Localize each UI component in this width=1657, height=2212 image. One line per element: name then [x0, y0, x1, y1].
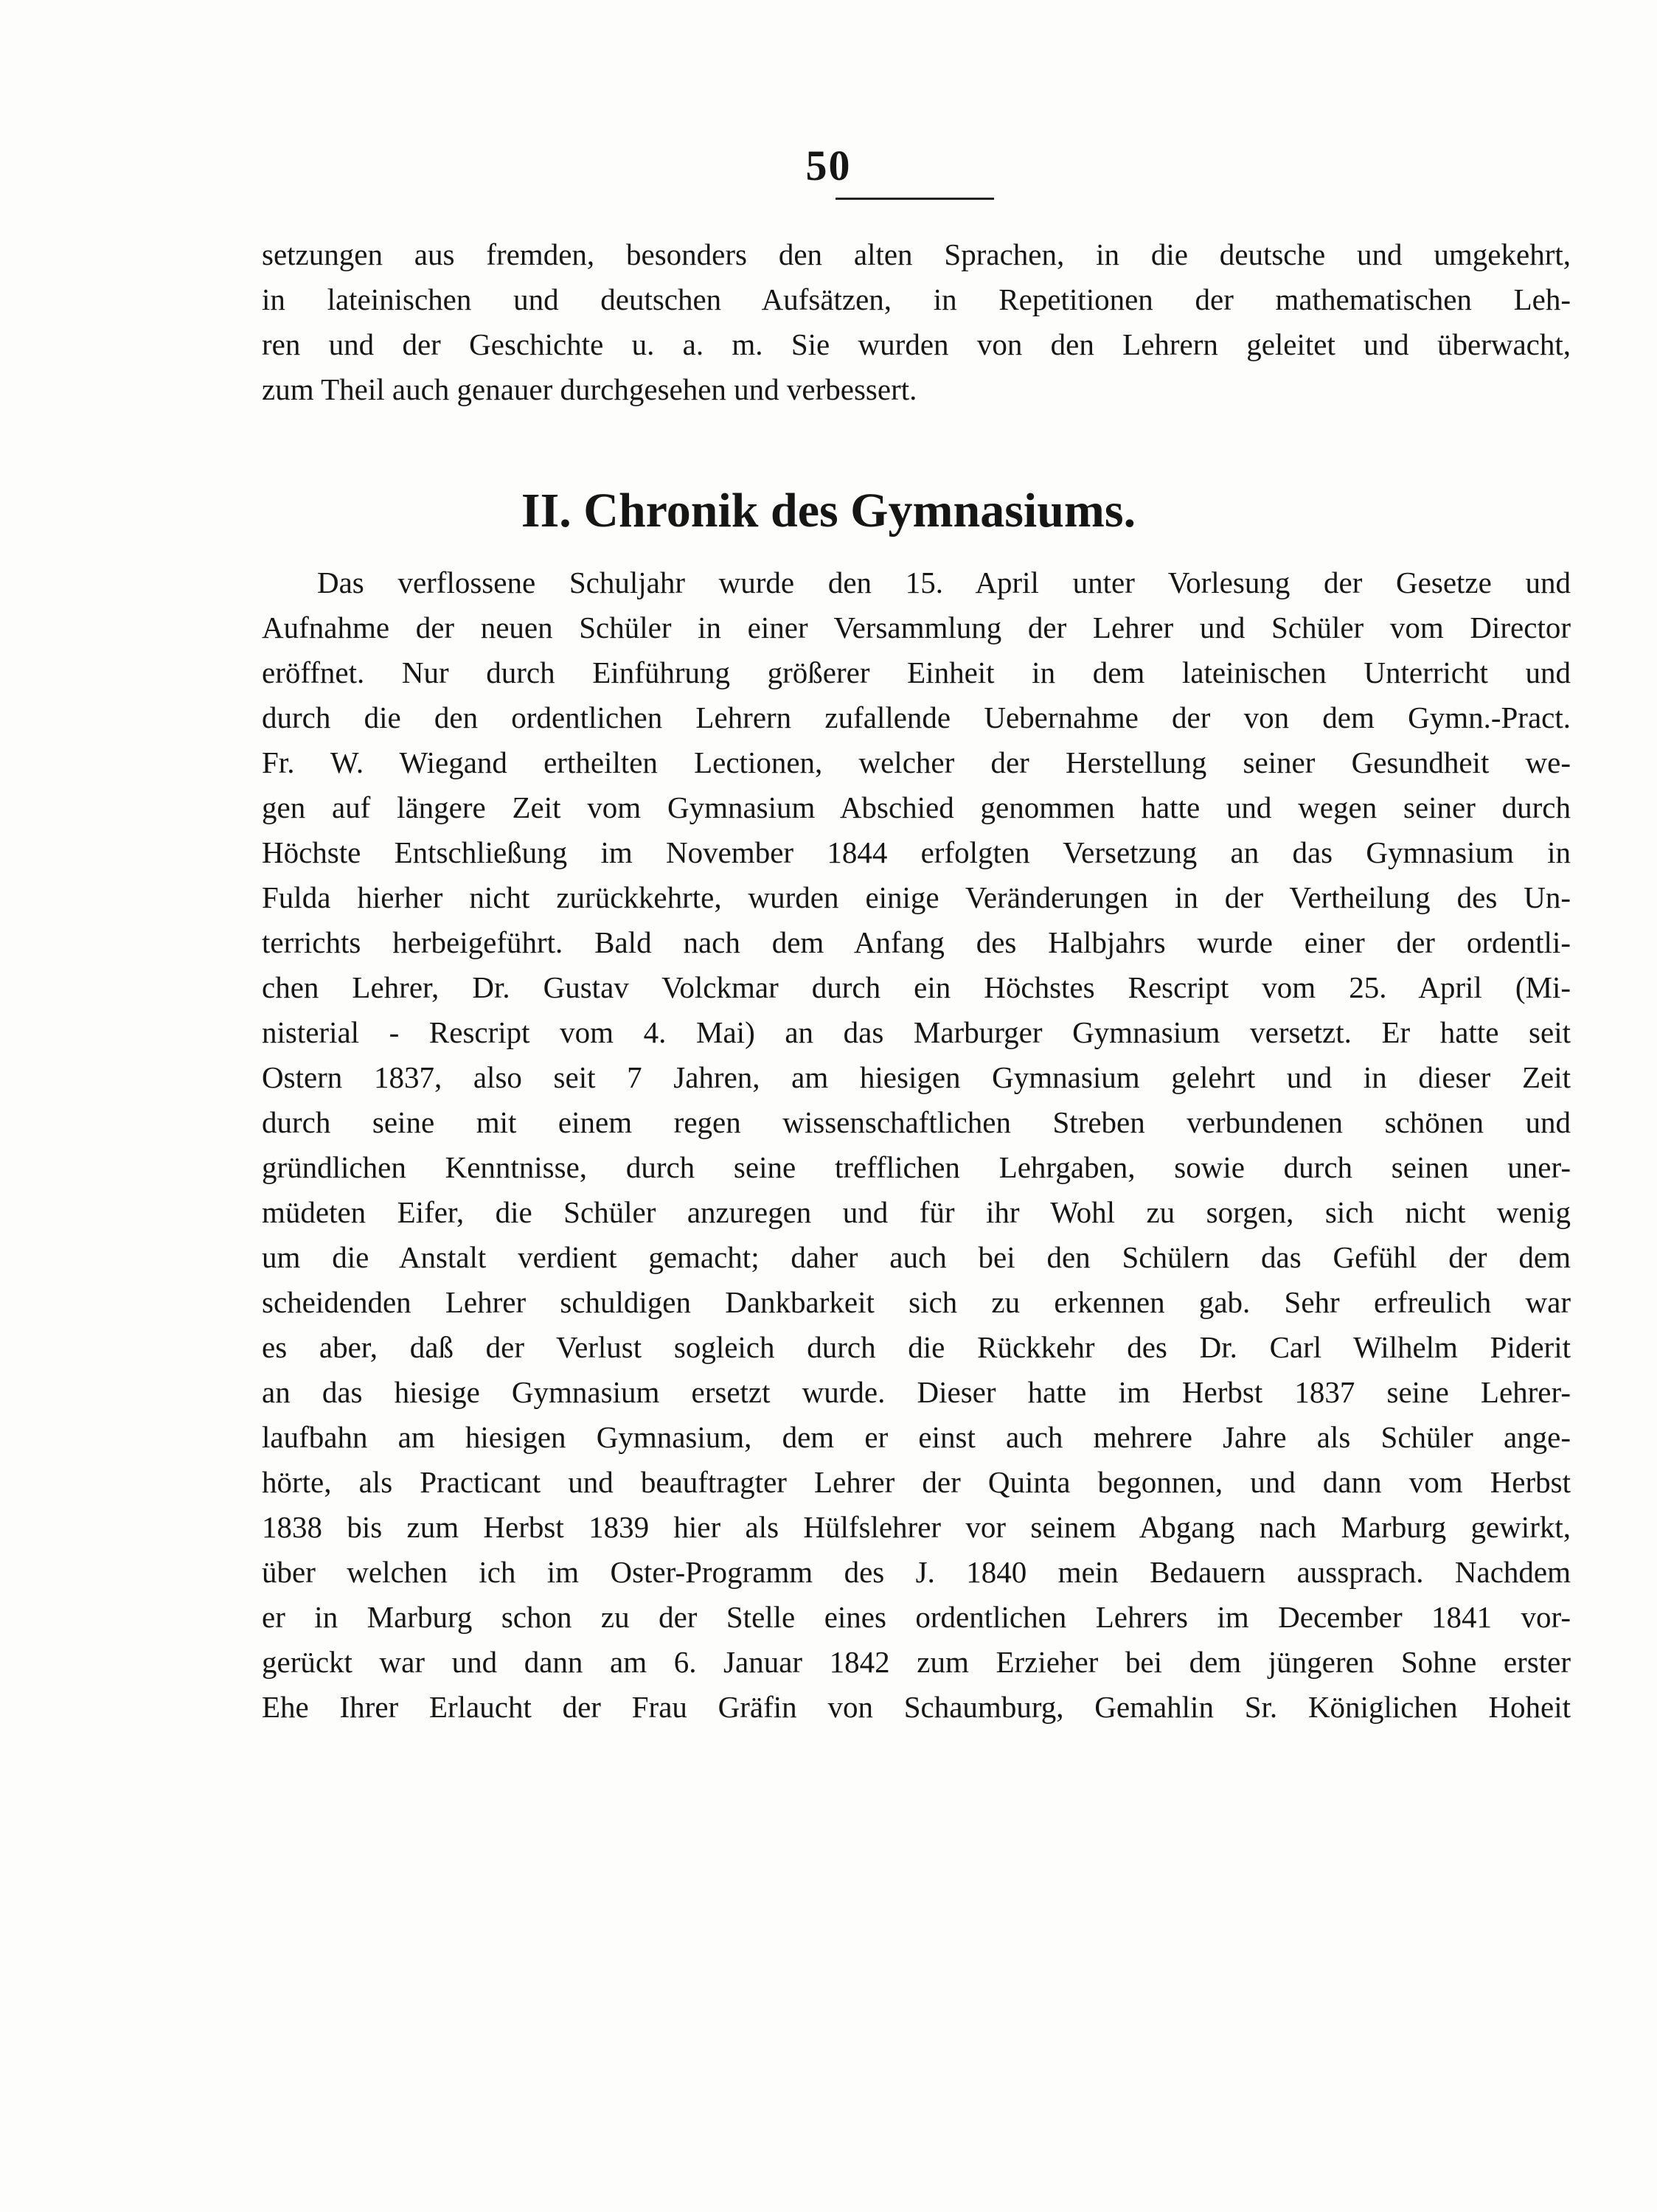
- text-line: nisterial - Rescript vom 4. Mai) an das Marburger Gymnasium versetzt. Er hatte seit: [262, 1015, 1571, 1049]
- text-line: eröffnet. Nur durch Einführung größerer Einheit in dem lateinischen Unterricht und: [262, 655, 1571, 689]
- text-line: hörte, als Practicant und beauftragter Lehrer der Quinta begonnen, und dann vom Herbst: [262, 1465, 1571, 1499]
- page-number-rule: [836, 198, 994, 200]
- text-line: um die Anstalt verdient gemacht; daher auch bei den Schülern das Gefühl der dem: [262, 1240, 1571, 1274]
- text-line: chen Lehrer, Dr. Gustav Volckmar durch ein Höchstes Rescript vom 25. April (Mi-: [262, 970, 1571, 1004]
- text-line: Fulda hierher nicht zurückkehrte, wurden einige Veränderungen in der Vertheilung des Un-: [262, 880, 1571, 914]
- text-line: gerückt war und dann am 6. Januar 1842 zum Erzieher bei dem jüngeren Sohne erster: [262, 1645, 1571, 1679]
- text-line: Das verflossene Schuljahr wurde den 15. April unter Vorlesung der Gesetze und: [317, 566, 1571, 599]
- intro-paragraph: [262, 232, 1571, 412]
- section-heading: II. Chronik des Gymnasiums.: [521, 484, 1136, 538]
- text-line: terrichts herbeigeführt. Bald nach dem Anfang des Halbjahrs wurde einer der ordentli-: [262, 925, 1571, 959]
- text-line: es aber, daß der Verlust sogleich durch die Rückkehr des Dr. Carl Wilhelm Piderit: [262, 1330, 1571, 1364]
- text-line: an das hiesige Gymnasium ersetzt wurde. Dieser hatte im Herbst 1837 seine Lehrer-: [262, 1375, 1571, 1409]
- text-line: müdeten Eifer, die Schüler anzuregen und für ihr Wohl zu sorgen, sich nicht wenig: [262, 1195, 1571, 1229]
- text-line: scheidenden Lehrer schuldigen Dankbarkeit sich zu erkennen gab. Sehr erfreulich war: [262, 1285, 1571, 1319]
- text-line: Fr. W. Wiegand ertheilten Lectionen, welcher der Herstellung seiner Gesundheit we-: [262, 745, 1571, 779]
- text-line: ren und der Geschichte u. a. m. Sie wurden von den Lehrern geleitet und überwacht,: [262, 327, 1571, 361]
- text-line: gen auf längere Zeit vom Gymnasium Abschied genommen hatte und wegen seiner durch: [262, 790, 1571, 824]
- text-line: durch die den ordentlichen Lehrern zufallende Uebernahme der von dem Gymn.-Pract.: [262, 700, 1571, 734]
- text-line: zum Theil auch genauer durchgesehen und verbessert.: [262, 372, 917, 406]
- page-number: 50: [805, 142, 852, 189]
- text-line: gründlichen Kenntnisse, durch seine trefflichen Lehrgaben, sowie durch seinen uner-: [262, 1150, 1571, 1184]
- text-line: er in Marburg schon zu der Stelle eines ordentlichen Lehrers im December 1841 vor-: [262, 1600, 1571, 1634]
- text-line: setzungen aus fremden, besonders den alten Sprachen, in die deutsche und umgekehrt,: [262, 237, 1571, 271]
- text-line: Aufnahme der neuen Schüler in einer Versammlung der Lehrer und Schüler vom Director: [262, 611, 1571, 644]
- text-line: durch seine mit einem regen wissenschaftlichen Streben verbundenen schönen und: [262, 1105, 1571, 1139]
- chronik-paragraph: [262, 560, 1571, 1730]
- text-line: laufbahn am hiesigen Gymnasium, dem er einst auch mehrere Jahre als Schüler ange-: [262, 1420, 1571, 1454]
- text-line: in lateinischen und deutschen Aufsätzen, in Repetitionen der mathematischen Leh-: [262, 282, 1571, 316]
- text-line: Höchste Entschließung im November 1844 erfolgten Versetzung an das Gymnasium in: [262, 835, 1571, 869]
- text-line: über welchen ich im Oster-Programm des J. 1840 mein Bedauern aussprach. Nachdem: [262, 1555, 1571, 1589]
- text-line: 1838 bis zum Herbst 1839 hier als Hülfslehrer vor seinem Abgang nach Marburg gewirkt,: [262, 1510, 1571, 1544]
- text-line: Ostern 1837, also seit 7 Jahren, am hiesigen Gymnasium gelehrt und in dieser Zeit: [262, 1060, 1571, 1094]
- text-line: Ehe Ihrer Erlaucht der Frau Gräfin von Schaumburg, Gemahlin Sr. Königlichen Hoheit: [262, 1690, 1571, 1724]
